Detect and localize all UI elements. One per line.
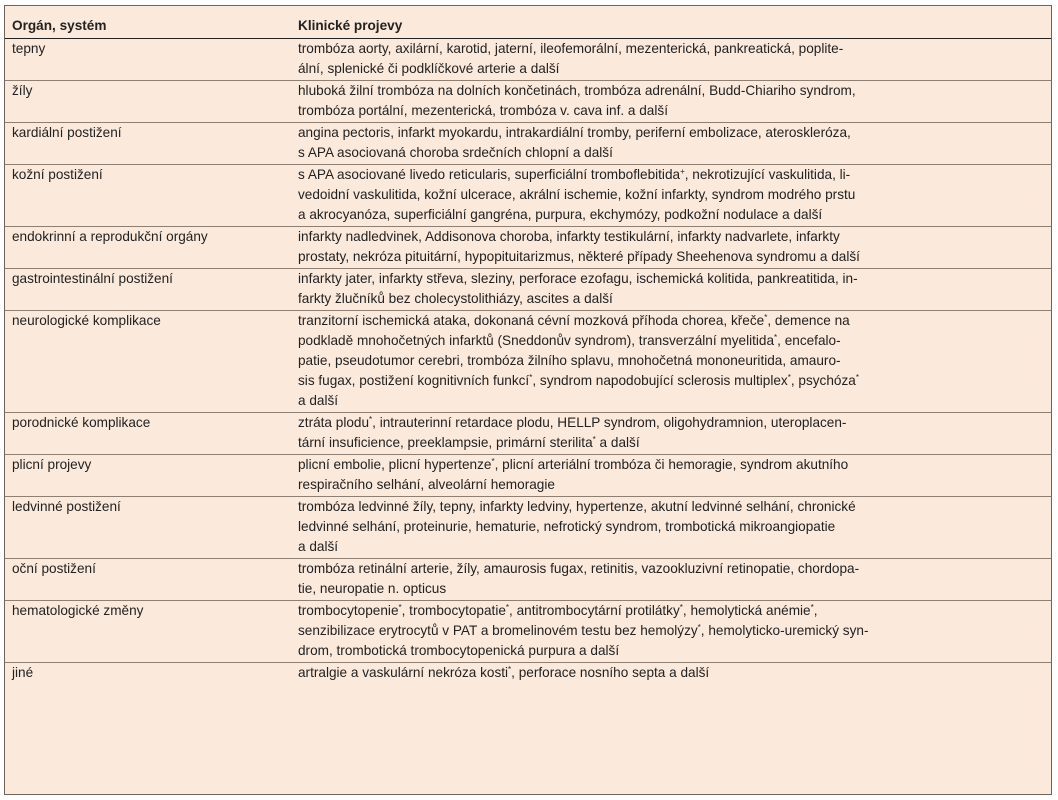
table-row — [5, 559, 1051, 601]
manifestations-line: drom, trombotická trombocytopenická purpura a další — [298, 643, 620, 658]
manifestations-line: respiračního selhání, alveolární hemoragie — [298, 477, 555, 492]
manifestations-line: tie, neuropatie n. opticus — [298, 581, 447, 596]
manifestations-line: infarkty nadledvinek, Addisonova choroba, infarkty testikulární, infarkty nadvarlete, infarkty — [298, 229, 840, 244]
table-row — [5, 663, 1051, 685]
manifestations-line: trombóza retinální arterie, žíly, amaurosis fugax, retinitis, vazookluzivní retinopatie, chordopa- — [298, 561, 860, 576]
clinical-manifestations-table — [5, 15, 1051, 684]
manifestations-line: ztráta plodu*, intrauterinní retardace plodu, HELLP syndrom, oligohydramnion, uteroplacen- — [298, 415, 847, 430]
manifestations-cell — [289, 559, 1051, 601]
organ-cell: gastrointestinální postižení — [12, 271, 173, 286]
organ-cell: hematologické změny — [12, 603, 144, 618]
manifestations-line: trombóza aorty, axilární, karotid, jaterní, ileofemorální, mezenterická, pankreatická, poplite- — [298, 41, 844, 56]
manifestations-line: farkty žlučníků bez cholecystolithiázy, ascites a další — [298, 291, 613, 306]
organ-cell: endokrinní a reprodukční orgány — [12, 229, 208, 244]
manifestations-line: trombóza portální, mezenterická, trombóza v. cava inf. a další — [298, 103, 668, 118]
manifestations-cell — [289, 413, 1051, 455]
organ-cell: plicní projevy — [12, 457, 92, 472]
manifestations-line: a akrocyanóza, superficiální gangréna, purpura, ekchymózy, podkožní nodulace a další — [298, 207, 823, 222]
table-header-row — [5, 15, 1051, 39]
table-frame — [4, 5, 1052, 795]
manifestations-line: artralgie a vaskulární nekróza kosti*, perforace nosního septa a další — [298, 665, 710, 680]
manifestations-line: patie, pseudotumor cerebri, trombóza žilního splavu, mnohočetná mononeuritida, amauro- — [298, 353, 841, 368]
organ-cell: kožní postižení — [12, 167, 103, 182]
table-row — [5, 81, 1051, 123]
manifestations-line: tární insuficience, preeklampsie, primární sterilita* a další — [298, 435, 640, 450]
manifestations-cell — [289, 601, 1051, 663]
manifestations-cell — [289, 269, 1051, 311]
manifestations-line: trombocytopenie*, trombocytopatie*, antitrombocytární protilátky*, hemolytická anémie*, — [298, 603, 818, 618]
manifestations-cell — [289, 455, 1051, 497]
table-row — [5, 601, 1051, 663]
organ-cell: oční postižení — [12, 561, 96, 576]
manifestations-line: senzibilizace erytrocytů v PAT a bromelinovém testu bez hemolýzy*, hemolyticko-uremický syn- — [298, 623, 869, 638]
manifestations-line: plicní embolie, plicní hypertenze*, plicní arteriální trombóza či hemoragie, syndrom akutního — [298, 457, 849, 472]
manifestations-line: trombóza ledvinné žíly, tepny, infarkty ledviny, hypertenze, akutní ledvinné selhání, chronické — [298, 499, 856, 514]
table-body — [5, 39, 1051, 685]
organ-cell: kardiální postižení — [12, 125, 122, 140]
table-row — [5, 455, 1051, 497]
manifestations-line: a další — [298, 539, 339, 554]
manifestations-line: prostaty, nekróza pituitární, hypopituitarizmus, některé případy Sheehenova syndromu a další — [298, 249, 860, 264]
manifestations-line: a další — [298, 393, 339, 408]
manifestations-cell — [289, 165, 1051, 227]
manifestations-line: podkladě mnohočetných infarktů (Sneddonův syndrom), transverzální myelitida*, encefalo- — [298, 333, 841, 348]
manifestations-line: angina pectoris, infarkt myokardu, intrakardiální tromby, periferní embolizace, ateroskleróza, — [298, 125, 851, 140]
organ-cell: porodnické komplikace — [12, 415, 151, 430]
table-row — [5, 227, 1051, 269]
manifestations-cell — [289, 123, 1051, 165]
manifestations-line: s APA asociované livedo reticularis, superficiální tromboflebitida+, nekrotizující vaskulitida, li- — [298, 167, 851, 182]
organ-cell: ledvinné postižení — [12, 499, 121, 514]
manifestations-line: ledvinné selhání, proteinurie, hematurie, nefrotický syndrom, trombotická mikroangiopatie — [298, 519, 836, 534]
manifestations-cell — [289, 663, 1051, 685]
column-header-organ: Orgán, systém — [12, 18, 107, 33]
manifestations-line: tranzitorní ischemická ataka, dokonaná cévní mozková příhoda chorea, křeče*, demence na — [298, 313, 850, 328]
table-row — [5, 413, 1051, 455]
table-row — [5, 39, 1051, 81]
manifestations-line: sis fugax, postižení kognitivních funkcí*, syndrom napodobující sclerosis multiplex*, psychóza* — [298, 373, 859, 388]
table-row — [5, 497, 1051, 559]
manifestations-cell — [289, 81, 1051, 123]
manifestations-cell — [289, 227, 1051, 269]
manifestations-line: vedoidní vaskulitida, kožní ulcerace, akrální ischemie, kožní infarkty, syndrom modrého prstu — [298, 187, 856, 202]
manifestations-cell — [289, 39, 1051, 81]
manifestations-cell — [289, 311, 1051, 413]
organ-cell: neurologické komplikace — [12, 313, 161, 328]
manifestations-line: s APA asociovaná choroba srdečních chlopní a další — [298, 145, 613, 160]
organ-cell: jiné — [12, 665, 34, 680]
organ-cell: žíly — [12, 83, 33, 98]
table-row — [5, 311, 1051, 413]
manifestations-line: hluboká žilní trombóza na dolních končetinách, trombóza adrenální, Budd-Chiariho syndrom, — [298, 83, 856, 98]
table-row — [5, 269, 1051, 311]
table-row — [5, 123, 1051, 165]
manifestations-line: ální, splenické či podklíčkové arterie a další — [298, 61, 560, 76]
organ-cell: tepny — [12, 41, 46, 56]
manifestations-cell — [289, 497, 1051, 559]
column-header-manifestations: Klinické projevy — [298, 18, 403, 33]
table-row — [5, 165, 1051, 227]
manifestations-line: infarkty jater, infarkty střeva, sleziny, perforace ezofagu, ischemická kolitida, pankreatitida, in- — [298, 271, 858, 286]
